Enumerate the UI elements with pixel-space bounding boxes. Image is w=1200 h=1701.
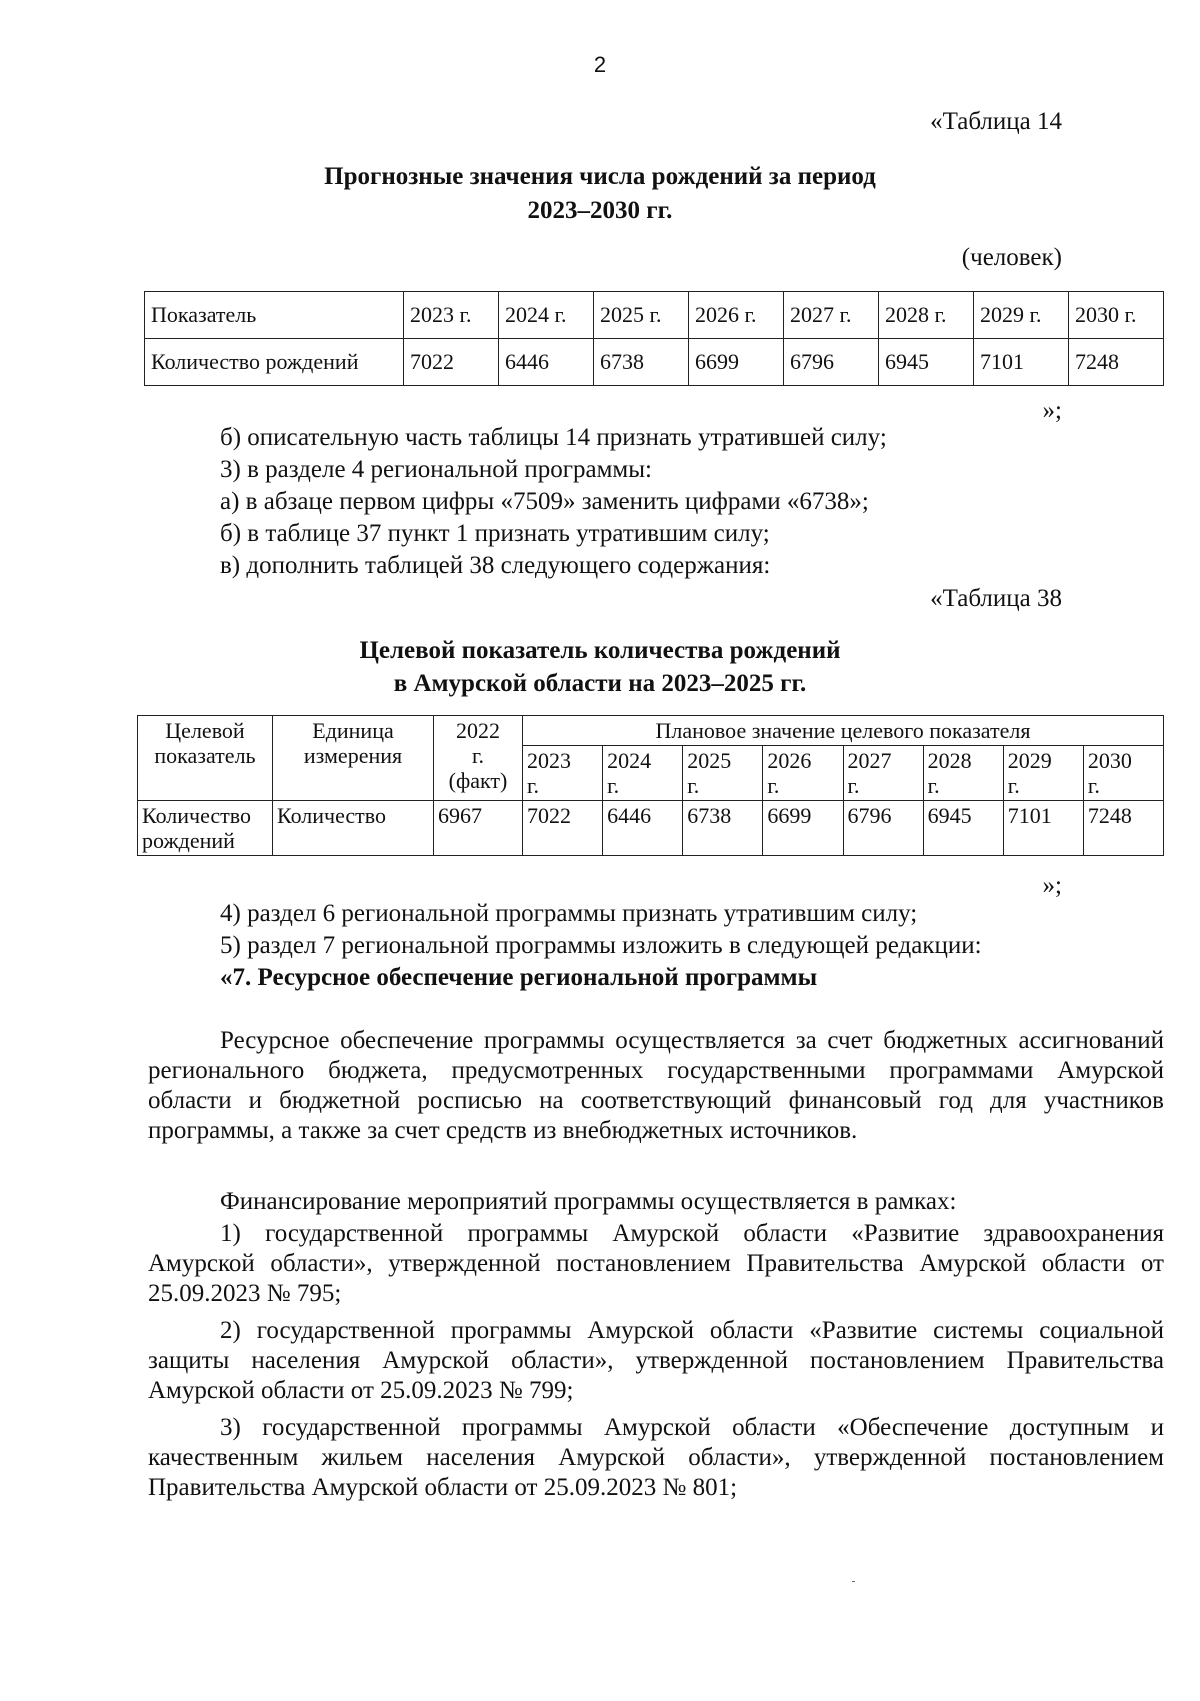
table14	[144, 291, 1164, 386]
year: 2026	[767, 748, 812, 773]
table38-cell: 6796	[843, 801, 923, 856]
list-item: 4) раздел 6 региональной программы признать утратившим силу;	[220, 900, 918, 927]
table38-close: »;	[1042, 872, 1062, 899]
paragraph-text: 1) государственной программы Амурской области «Развитие здравоохранения Амурской области», утвержденной постановлением Правительства Амурской области от 25.09.2023 № 795;	[148, 1220, 1164, 1307]
table38-year-cell	[683, 746, 763, 801]
table38-cell: 6738	[683, 801, 763, 856]
table14-header-cell: 2025 г.	[594, 292, 689, 339]
year: 2024	[607, 748, 652, 773]
table38-data-row	[138, 801, 1164, 856]
table14-header-cell: 2029 г.	[974, 292, 1069, 339]
table14-header-cell: 2026 г.	[689, 292, 784, 339]
table14-header-row	[145, 292, 1164, 339]
table38-header-text: г.	[471, 743, 485, 768]
table14-header-cell: 2028 г.	[879, 292, 974, 339]
year-suffix: г.	[767, 773, 780, 798]
table14-title-line1: Прогнозные значения числа рождений за период	[324, 163, 876, 190]
table38-cell: 7101	[1003, 801, 1083, 856]
table38-caption: «Таблица 38	[930, 585, 1062, 612]
table38-year-cell	[763, 746, 843, 801]
paragraph-text: 3) государственной программы Амурской области «Обеспечение доступным и качественным жильем населения Амурской области», утвержденной постановлением Правительства Амурской области от 25.09.2023 № 801;	[148, 1414, 1164, 1501]
table38-cell: 7022	[523, 801, 603, 856]
table38-year-cell	[1083, 746, 1163, 801]
table38-header-text: Целевой	[165, 718, 245, 743]
table14-cell: Количество рождений	[145, 339, 404, 386]
table14-cell: 7248	[1069, 339, 1164, 386]
table14-cell: 6945	[879, 339, 974, 386]
section7-heading: «7. Ресурсное обеспечение региональной программы	[220, 964, 818, 991]
table14-header-cell: 2024 г.	[499, 292, 594, 339]
scan-speck	[852, 1581, 855, 1582]
list-item: 5) раздел 7 региональной программы изложить в следующей редакции:	[220, 932, 982, 959]
table14-title-line2: 2023–2030 гг.	[527, 197, 673, 224]
table38	[137, 715, 1164, 856]
table14-header-cell: Показатель	[145, 292, 404, 339]
table38-header-indicator	[138, 716, 273, 801]
table38-cell: 7248	[1083, 801, 1163, 856]
table38-year-cell	[843, 746, 923, 801]
table38-cell-text: Количество	[142, 803, 252, 828]
list-item: б) в таблице 37 пункт 1 признать утратившим силу;	[220, 520, 770, 547]
table38-header-text: измерения	[303, 743, 403, 768]
table14-cell: 6796	[784, 339, 879, 386]
paragraph-program-3	[148, 1413, 1164, 1503]
table14-cell: 6738	[594, 339, 689, 386]
paragraph-financing	[148, 1187, 1164, 1217]
table38-cell: 6446	[603, 801, 683, 856]
table38-header-text: (факт)	[448, 768, 508, 793]
year: 2023	[527, 748, 571, 773]
table14-header-cell: 2027 г.	[784, 292, 879, 339]
table14-header-cell: 2023 г.	[404, 292, 499, 339]
list-item: 3) в разделе 4 региональной программы:	[220, 456, 652, 483]
table14-close: »;	[1042, 397, 1062, 424]
year: 2028	[927, 748, 972, 773]
table14-caption: «Таблица 14	[930, 108, 1062, 135]
paragraph-text: Финансирование мероприятий программы осуществляется в рамках:	[220, 1188, 957, 1215]
table38-year-cell	[603, 746, 683, 801]
table38-header-text: Единица	[312, 718, 394, 743]
table38-row-2022: 6967	[434, 801, 523, 856]
table38-cell: 6699	[763, 801, 843, 856]
year-suffix: г.	[1007, 773, 1020, 798]
year-suffix: г.	[527, 773, 540, 798]
table14-unit: (человек)	[961, 244, 1062, 271]
year-suffix: г.	[687, 773, 700, 798]
table38-header-row	[138, 716, 1164, 746]
paragraph-text: Ресурсное обеспечение программы осуществляется за счет бюджетных ассигнований регионального бюджета, предусмотренных государственными программами Амурской области и бюджетной росписью на соответствующий финансовый год для участников программы, а также за счет средств из внебюджетных источников.	[148, 1027, 1164, 1144]
list-item: а) в абзаце первом цифры «7509» заменить цифрами «6738»;	[220, 488, 869, 515]
year-suffix: г.	[607, 773, 620, 798]
table38-header-text: показатель	[154, 743, 256, 768]
paragraph-text: 2) государственной программы Амурской области «Развитие системы социальной защиты населения Амурской области», утвержденной постановлением Правительства Амурской области от 25.09.2023 № 799;	[148, 1317, 1164, 1404]
table38-year-cell	[523, 746, 603, 801]
table38-row-indicator	[138, 801, 273, 856]
table14-cell: 7101	[974, 339, 1069, 386]
page-number: 2	[593, 52, 607, 77]
year-suffix: г.	[847, 773, 860, 798]
table38-header-plan: Плановое значение целевого показателя	[523, 716, 1164, 746]
year: 2030	[1087, 748, 1132, 773]
table38-header-2022	[434, 716, 523, 801]
list-item: в) дополнить таблицей 38 следующего содержания:	[220, 552, 771, 579]
year: 2027	[847, 748, 892, 773]
table38-row-unit: Количество	[273, 801, 434, 856]
year: 2025	[687, 748, 732, 773]
table38-cell: 6945	[923, 801, 1003, 856]
list-item: б) описательную часть таблицы 14 признать утратившей силу;	[220, 424, 887, 451]
table38-header-unit	[273, 716, 434, 801]
table38-header-text: 2022	[456, 718, 500, 743]
year-suffix: г.	[1087, 773, 1100, 798]
table14-header-cell: 2030 г.	[1069, 292, 1164, 339]
table38-title-line2: в Амурской области на 2023–2025 гг.	[393, 670, 807, 697]
year-suffix: г.	[927, 773, 940, 798]
table14-cell: 7022	[404, 339, 499, 386]
paragraph-program-2	[148, 1316, 1164, 1406]
table38-year-cell	[923, 746, 1003, 801]
table38-year-cell	[1003, 746, 1083, 801]
year: 2029	[1007, 748, 1052, 773]
table14-cell: 6446	[499, 339, 594, 386]
table14-cell: 6699	[689, 339, 784, 386]
paragraph-resources	[148, 1026, 1164, 1146]
table38-title-line1: Целевой показатель количества рождений	[359, 637, 841, 664]
paragraph-program-1	[148, 1219, 1164, 1309]
table14-data-row	[145, 339, 1164, 386]
table38-cell-text: рождений	[142, 828, 235, 853]
